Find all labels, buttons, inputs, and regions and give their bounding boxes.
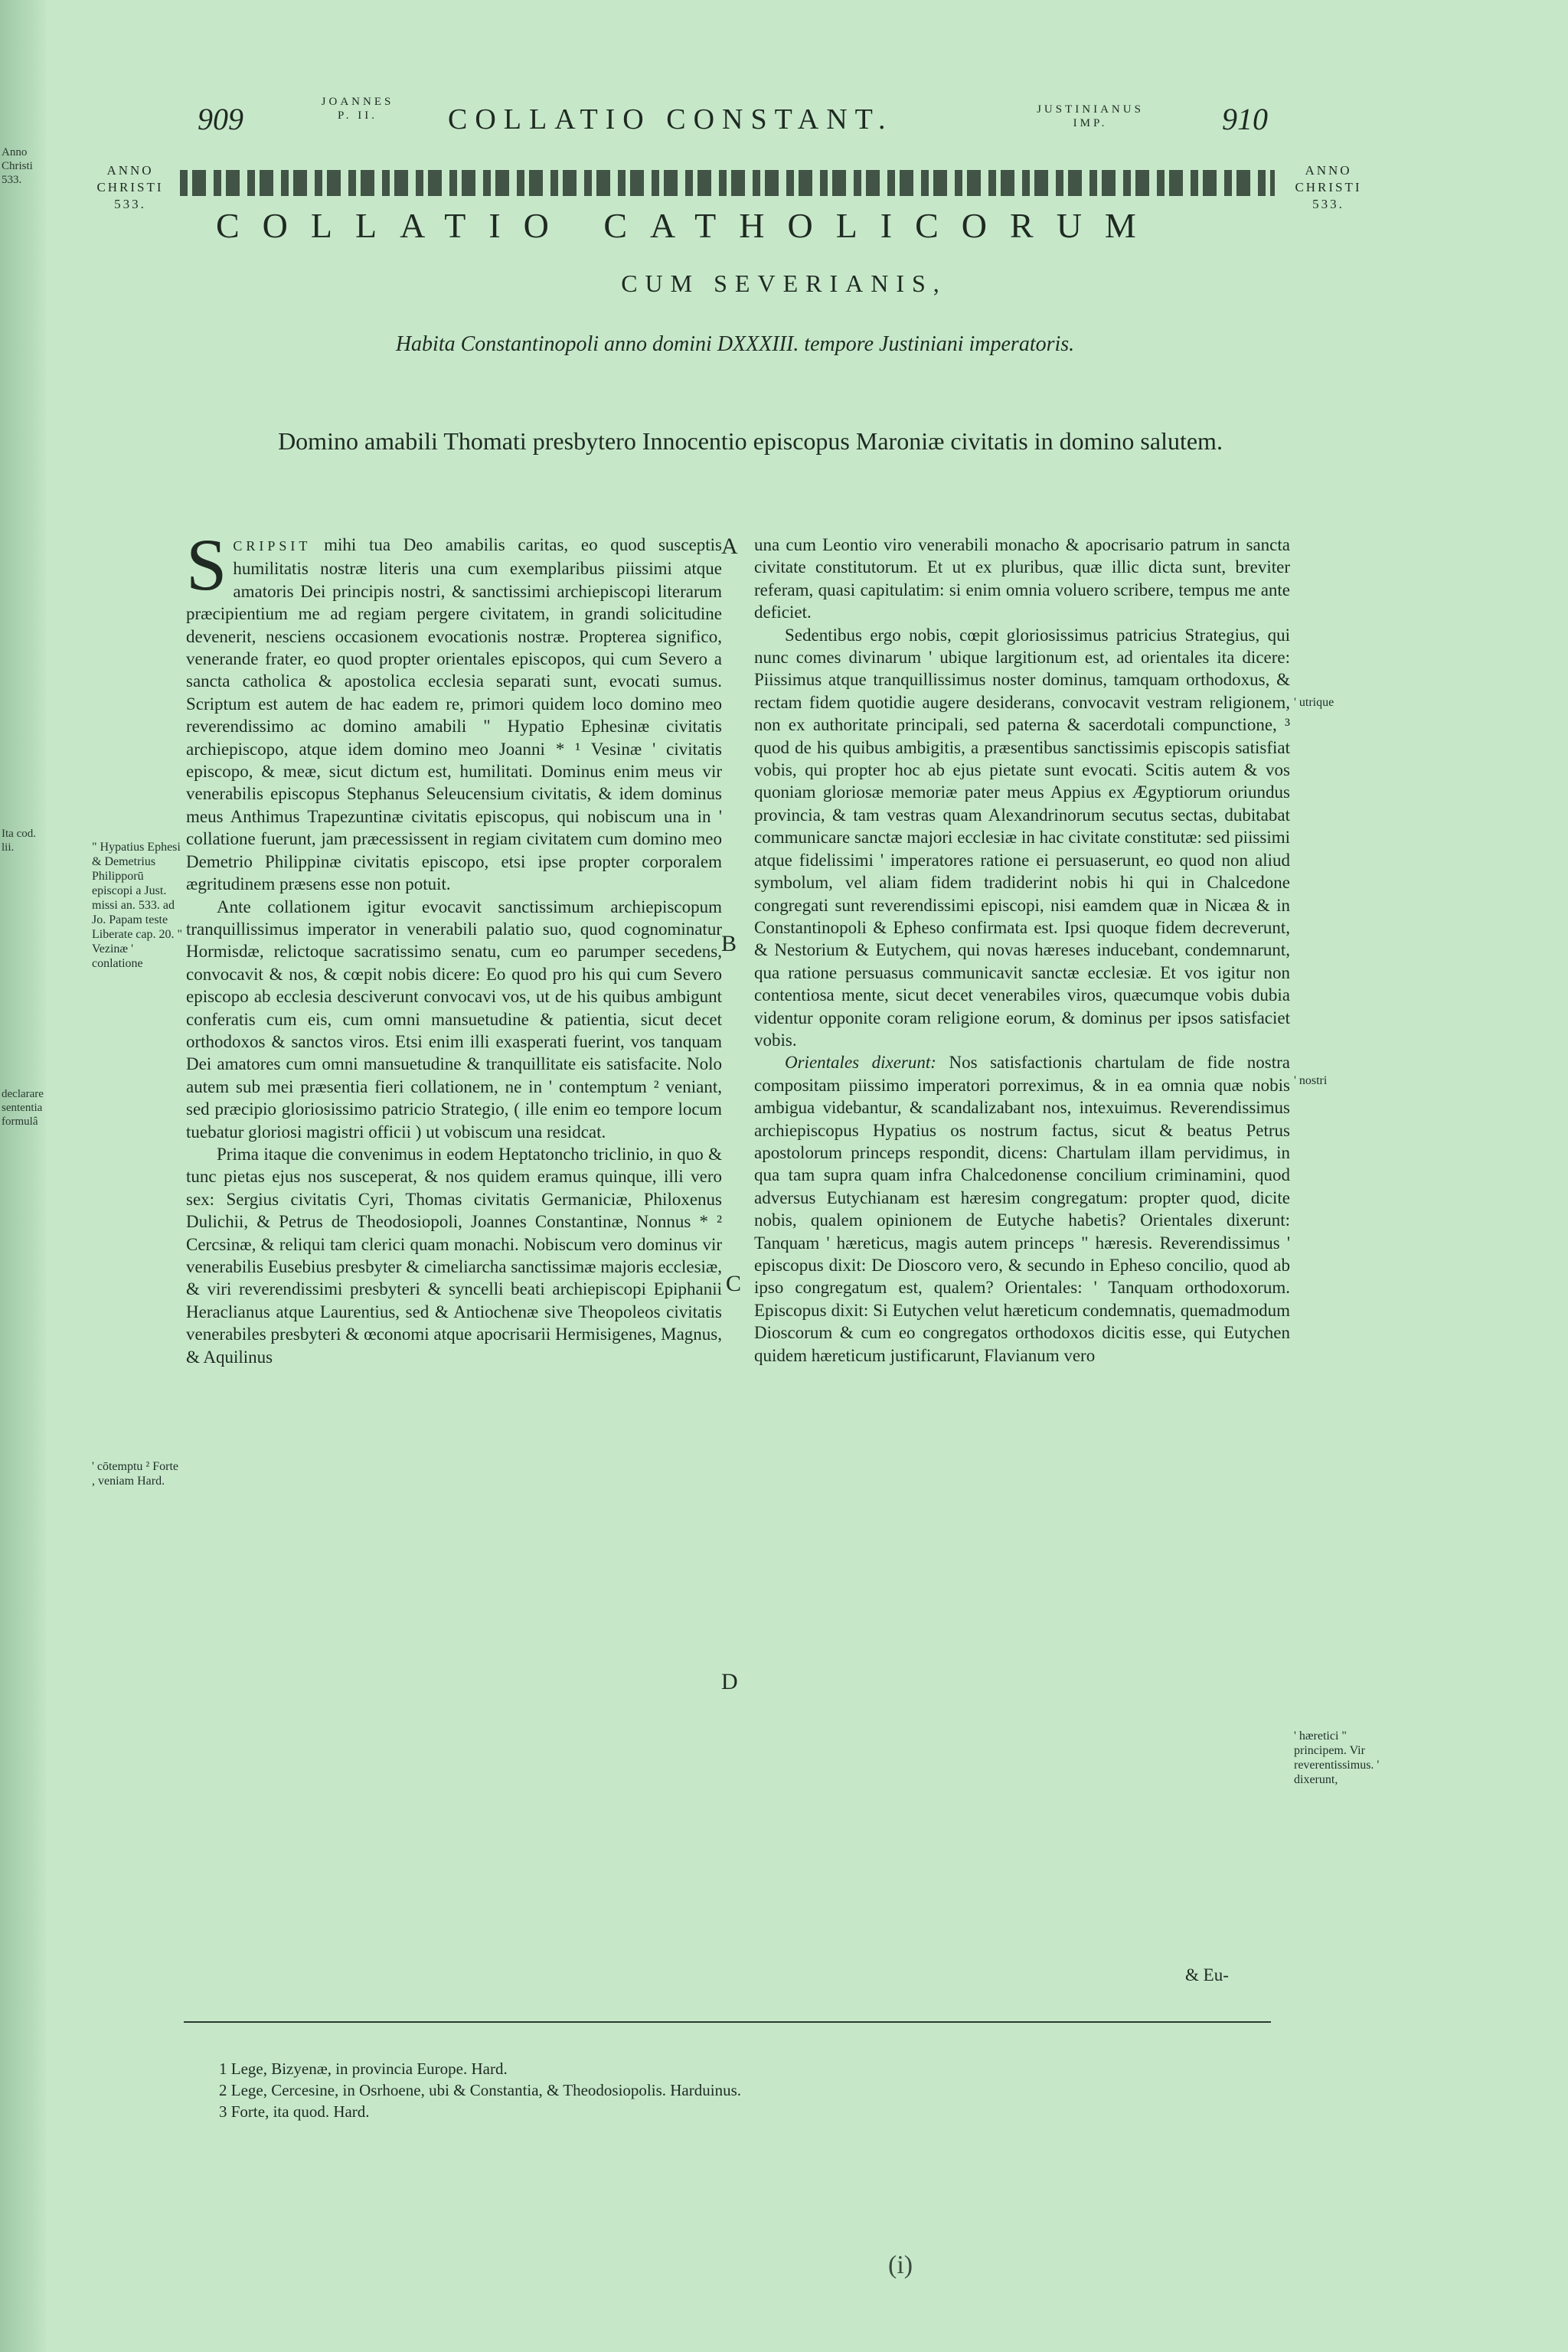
margin-note-nostri: ' nostri bbox=[1294, 1074, 1328, 1087]
header-joannes-name: JOANNES bbox=[321, 96, 394, 108]
text-column-right bbox=[754, 534, 1290, 1367]
anno-left-line3: 533. bbox=[114, 197, 146, 211]
anno-right-line1: ANNO bbox=[1305, 163, 1352, 178]
opening-word: CRIPSIT bbox=[233, 538, 312, 554]
section-letter-a: A bbox=[721, 534, 738, 559]
margin-note-contemptu: ' cōtemptu ² Forte , veniam Hard. bbox=[92, 1460, 178, 1488]
section-letter-b: B bbox=[721, 931, 737, 956]
anno-right-line2: CHRISTI bbox=[1295, 180, 1362, 194]
page-title: COLLATIO CATHOLICORUM bbox=[216, 206, 1159, 245]
page-subtitle: CUM SEVERIANIS, bbox=[621, 270, 947, 297]
drop-cap: S bbox=[186, 524, 227, 606]
footnote: 2 Lege, Cercesine, in Osrhoene, ubi & Constantia, & Theodosiopolis. Harduinus. bbox=[219, 2081, 741, 2099]
paragraph: mihi tua Deo amabilis caritas, eo quod susceptis humilitatis nostræ literis una cum exemplaribus piissimi atque amatoris Dei principis nostri, & sanctissimi archiepiscopi literarum præcipientium me ad regiam pergere civitatem, in grandi solicitudine devenerit, nesciens occasionem evocationis nostræ. Propterea significo, venerande frater, eo quod propter orientales episcopos, qui cum Severo a sancta catholica & apostolica ecclesia separati sunt, evocati sumus. Scriptum est autem de hac eadem re, primori quidem loco domino meo reverendissimo ac domino amabili " Hypatio Ephesinæ civitatis archiepiscopo, atque idem domino meo Joanni * ¹ Vesinæ ' civitatis episcopo, & meæ, sicut dictum est, humilitati. Dominus enim meus vir venerabilis episcopus Stephanus Seleucensium civitatis, & idem dominus meus Anthimus Trapezuntinæ civitatis episcopus, qui nobiscum una in ' collatione fuerunt, jam præcessissent in regiam civitatem cum domino meo Demetrio Philippinæ civitatis episcopo, etsi ipse propter corporalem ægritudinem præsens esse non potuit. bbox=[186, 535, 723, 894]
footnote-rule bbox=[184, 2021, 1271, 2023]
anno-right-line3: 533. bbox=[1312, 197, 1344, 211]
page-number-right: 910 bbox=[1222, 102, 1268, 136]
header-joannes-number: P. II. bbox=[338, 109, 377, 122]
header-justinianus-name: JUSTINIANUS bbox=[1037, 103, 1144, 116]
text-column-left bbox=[186, 524, 723, 1368]
edge-note-declarare: declarare sententia formulâ bbox=[2, 1088, 44, 1128]
book-gutter bbox=[0, 0, 46, 2352]
anno-christi-right bbox=[1279, 162, 1378, 213]
edge-note-anno: Anno Christi 533. bbox=[2, 146, 33, 186]
header-justinianus bbox=[1021, 103, 1159, 130]
header-imp: IMP. bbox=[1073, 117, 1108, 129]
margin-note-hypatius: " Hypatius Ephesi & Demetrius Philipporū episcopi a Just. missi an. 533. ad Jo. Papam teste Liberate cap. 20. " Vezinæ ' conlatione bbox=[92, 841, 183, 970]
running-title: COLLATIO CONSTANT. bbox=[448, 103, 893, 136]
habita-line: Habita Constantinopoli anno domini DXXXIII. tempore Justiniani imperatoris. bbox=[395, 332, 1075, 356]
page-number-left: 909 bbox=[198, 102, 243, 136]
speaker-label: Orientales dixerunt: bbox=[785, 1053, 936, 1073]
dedication: Domino amabili Thomati presbytero Innocentio episcopus Maroniæ civitatis in domino salutem. bbox=[278, 427, 1223, 455]
paragraph: Ante collationem igitur evocavit sanctissimum archiepiscopum tranquillissimus imperator in venerabili palatio suo, quod cognominatur Hormisdæ, relictoque sacratissimo senatu, cum eo parumper secedens, convocavit & nos, & cœpit nobis dicere: Eo quod pro his qui cum Severo episcopo ab ecclesia desciverunt convocavi vos, ut de his quibus ambigunt conferatis cum eis, cum omni mansuetudine & patientia, sicut decet orthodoxos & sanctos viros. Etsi enim illi exasperati fuerint, vos tanquam Dei amatores cum omni mansuetudine & tranquillitate eis satisfacite. Nolo autem sub mei præsentia fieri collationem, ne in ' contemptum ² veniant, sed præcipio gloriosissimo patricio Strategio, ( ille enim eo tempore locum tuebatur gloriosi magistri officii ) ut vobiscum una residcat. bbox=[186, 897, 722, 1142]
edge-note-ita: Ita cod. lii. bbox=[2, 828, 36, 854]
anno-christi-left bbox=[84, 162, 176, 213]
paragraph: Prima itaque die convenimus in eodem Heptatoncho triclinio, in quo & tunc pietas ejus nos susceperat, & nos quidem eramus quinque, illi vero sex: Sergius civitatis Cyri, Thomas civitatis Germaniciæ, Philoxenus Dulichii, & Petrus de Theodosiopoli, Joannes Constantinæ, Nonnus * ² Cercsinæ, & reliqui tam clerici quam monachi. Nobiscum vero dominus vir venerabilis Eusebius presbyter & cimeliarcha sanctissimæ majoris ecclesiæ, & viri reverendissimi presbyteri & syncelli beati archiepiscopi Epiphanii Heraclianus atque Laurentius, sed & Antiochenæ sive Theopoleos civitatis venerabiles presbyteri & œconomi atque apocrisarii Hermisigenes, Magnus, & Aquilinus bbox=[186, 1144, 722, 1367]
anno-left-line2: CHRISTI bbox=[96, 180, 164, 194]
footnote: 1 Lege, Bizyenæ, in provincia Europe. Hard. bbox=[219, 2060, 508, 2078]
paragraph: una cum Leontio viro venerabili monacho & apocrisario patrum in sancta civitate constitutorum. Et ut ex pluribus, quæ illic dicta sunt, breviter referam, quasi capitulatim: si enim omnia voluero scribere, tempus me ante deficiet. bbox=[754, 535, 1290, 622]
catchword: & Eu- bbox=[1185, 1965, 1229, 1984]
library-stamp: (i) bbox=[888, 2251, 913, 2279]
footnotes bbox=[219, 2058, 741, 2122]
decorative-ornament-band bbox=[180, 170, 1275, 196]
paragraph: Sedentibus ergo nobis, cœpit gloriosissimus patricius Strategius, qui nunc comes divinarum ' ubique largitionum est, ad orientales ita dicere: Piissimus atque tranquillissimus noster dominus, tamquam orthodoxus, & rectam fidem quotidie augere desiderans, convocavit vestram religionem, non ex authoritate principali, sed paterna & sacerdotali compunctione, ³ quod de his quibus ambigitis, a præsentibus sanctissimis episcopis satisfiat vobis, qui propter hoc ab ejus pietate sunt evocati. Scitis autem & vos quoniam gloriosæ memoriæ pater meus Appius ex Ægyptiorum oriundus provincia, & tam vestras quam Alexandrinorum secutus sectas, dubitabat communicare sanctæ majori ecclesiæ in hac civitate constitutæ: sed piissimi atque fidelissimi ' imperatores ratione ei persuaserunt, eo quod non aliud symbolum, vel aliam fidem tradiderint nobis hi qui in Chalcedone congregati sunt reverendissimi episcopi, nisi eamdem quæ in Nicæa & in Constantinopoli & Epheso confirmata est. Ipsi quoque fidem decreverunt, & Nestorium & Eutychem, qui novas hæreses inducebant, condemnarunt, qua ratione persuasus communicavit sanctæ ecclesiæ. Et vos igitur non contentiosa mente, sicut decet venerabiles viros, quæcumque vobis dubia videntur opponite coram religione eorum, & dominus per ipsos satisfaciet vobis. bbox=[754, 625, 1290, 1050]
margin-note-utrique: ' utrique bbox=[1294, 696, 1334, 709]
header-joannes bbox=[315, 95, 400, 122]
section-letter-d: D bbox=[721, 1669, 738, 1694]
paragraph: Nos satisfactionis chartulam de fide nostra compositam piissimo imperatori porreximus, & in ea omnia quæ nobis ambigua videbantur, & scandalizabant nos, intexuimus. Reverendissimus archiepiscopus Hypatius os nostrum factus, sicut & beatus Petrus apostolorum princeps respondit, dicens: Chartulam illam pervidimus, in qua tam supra quam infra Chalcedonense concilium criminamini, quod adversus Eutychianam est hæresim congregatum: propter quod, dicite nobis, qualem opinionem de Eutyche habetis? Orientales dixerunt: Tanquam ' hæreticus, magis autem princeps " hæresis. Reverendissimus ' episcopus dixit: De Dioscoro vero, & secundo in Epheso concilio, quod ab ipso congregatum est, qualem? Orientales: ' Tanquam orthodoxorum. Episcopus dixit: Si Eutychen velut hæreticum condemnatis, quemadmodum Dioscorum & cum eo congregatos orthodoxos dicitis esse, qui Eutychen quidem hæreticum justificarunt, Flavianum vero bbox=[754, 1053, 1291, 1365]
footnote: 3 Forte, ita quod. Hard. bbox=[219, 2102, 370, 2121]
margin-note-haeretici: ' hæretici " principem. Vir reverentissimus. ' dixerunt, bbox=[1294, 1730, 1380, 1786]
anno-left-line1: ANNO bbox=[106, 163, 154, 178]
section-letter-c: C bbox=[726, 1271, 742, 1296]
